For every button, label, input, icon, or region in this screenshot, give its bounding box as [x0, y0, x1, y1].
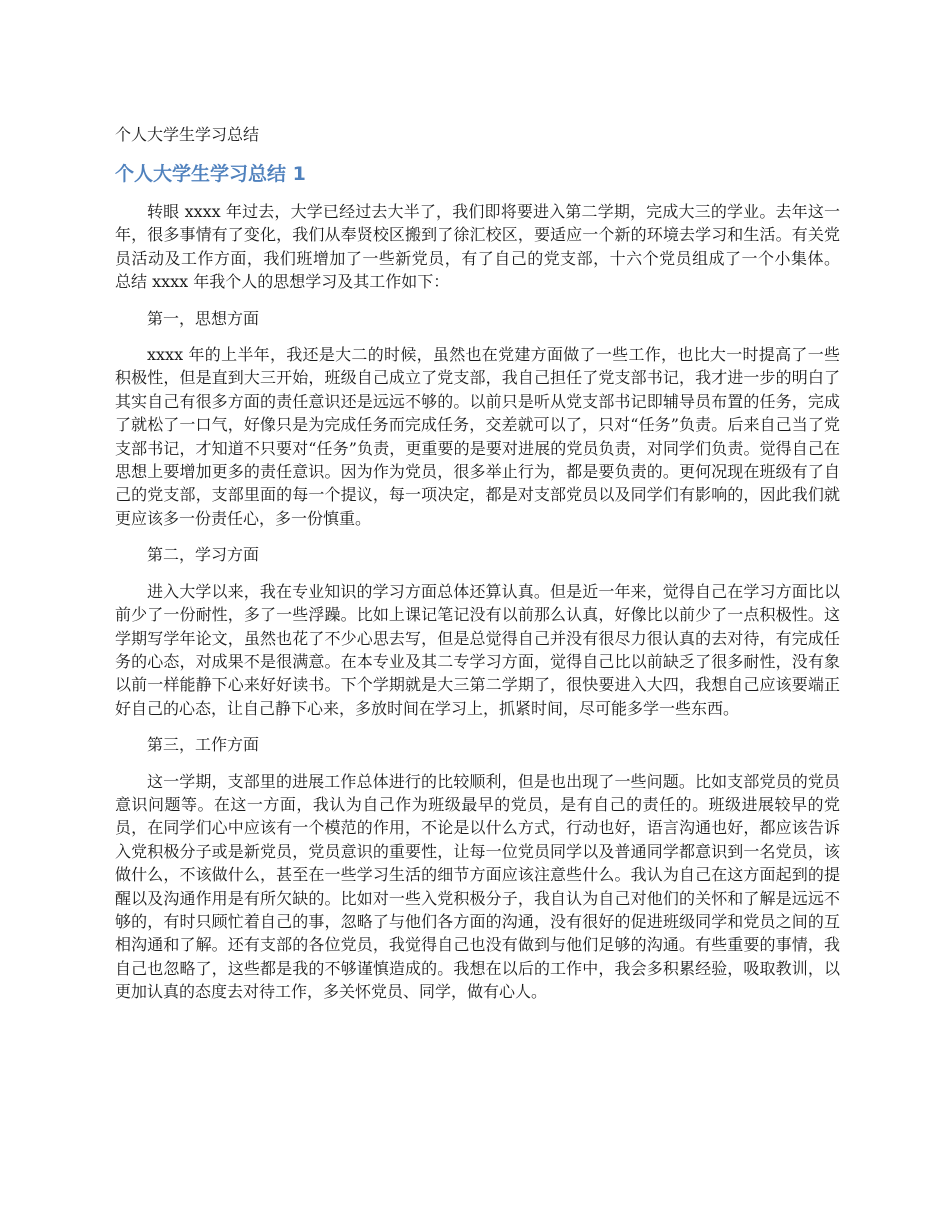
- subheading-work: 第三，工作方面: [147, 735, 260, 755]
- document-title: 个人大学生学习总结: [115, 125, 260, 144]
- subheading-study: 第二，学习方面: [147, 545, 260, 565]
- paragraph-study: 进入大学以来，我在专业知识的学习方面总体还算认真。但是近一年来，觉得自己在学习方面比以前少了一份耐性，多了一些浮躁。比如上课记笔记没有以前那么认真，好像比以前少了一点积极性。这学期写学年论文，虽然也花了不少心思去写，但是总觉得自己并没有很尽力很认真的去对待，有完成任务的心态，对成果不是很满意。在本专业及其二专学习方面，觉得自己比以前缺乏了很多耐性，没有象以前一样能静下心来好好读书。下个学期就是大三第二学期了，很快要进入大四，我想自己应该要端正好自己的心态，让自己静下心来，多放时间在学习上，抓紧时间，尽可能多学一些东西。: [115, 581, 840, 718]
- subheading-thought: 第一，思想方面: [147, 308, 260, 328]
- paragraph-work: 这一学期，支部里的进展工作总体进行的比较顺利，但是也出现了一些问题。比如支部党员的党员意识问题等。在这一方面，我认为自己作为班级最早的党员，是有自己的责任的。班级进展较早的党员，在同学们心中应该有一个模范的作用，不论是以什么方式，行动也好，语言沟通也好，都应该告诉入党积极分子或是新党员，党员意识的重要性，让每一位党员同学以及普通同学都意识到一名党员，该做什么，不该做什么，甚至在一些学习生活的细节方面应该注意些什么。我认为自己在这方面起到的提醒以及沟通作用是有所欠缺的。比如对一些入党积极分子，我自认为自己对他们的关怀和了解是远远不够的，有时只顾忙着自己的事，忽略了与他们各方面的沟通，没有很好的促进班级同学和党员之间的互相沟通和了解。还有支部的各位党员，我觉得自己也没有做到与他们足够的沟通。有些重要的事情，我自己也忽略了，这些都是我的不够谨慎造成的。我想在以后的工作中，我会多积累经验，吸取教训，以更加认真的态度去对待工作，多关怀党员、同学，做有心人。: [115, 771, 840, 1002]
- document-body: [115, 122, 840, 1017]
- section-heading: 个人大学生学习总结 1: [115, 163, 306, 185]
- intro-paragraph: 转眼 xxxx 年过去，大学已经过去大半了，我们即将要进入第二学期，完成大三的学业。去年这一年，很多事情有了变化，我们从奉贤校区搬到了徐汇校区，要适应一个新的环境去学习和生活。有关党员活动及工作方面，我们班增加了一些新党员，有了自己的党支部，十六个党员组成了一个小集体。 总结 xxxx 年我个人的思想学习及其工作如下：: [115, 202, 840, 292]
- paragraph-thought: xxxx 年的上半年，我还是大二的时候，虽然也在党建方面做了一些工作，也比大一时提高了一些积极性，但是直到大三开始，班级自己成立了党支部，我自己担任了党支部书记，我才进一步的明白了其实自己有很多方面的责任意识还是远远不够的。以前只是听从党支部书记即辅导员布置的任务，完成了就松了一口气，好像只是为完成任务而完成任务，交差就可以了，只对“任务”负责。后来自己当了党支部书记，才知道不只要对“任务”负责，更重要的是要对进展的党员负责，对同学们负责。觉得自己在思想上要增加更多的责任意识。因为作为党员，很多举止行为，都是要负责的。更何况现在班级有了自己的党支部，支部里面的每一个提议，每一项决定，都是对支部党员以及同学们有影响的，因此我们就更应该多一份责任心，多一份慎重。: [115, 345, 840, 528]
